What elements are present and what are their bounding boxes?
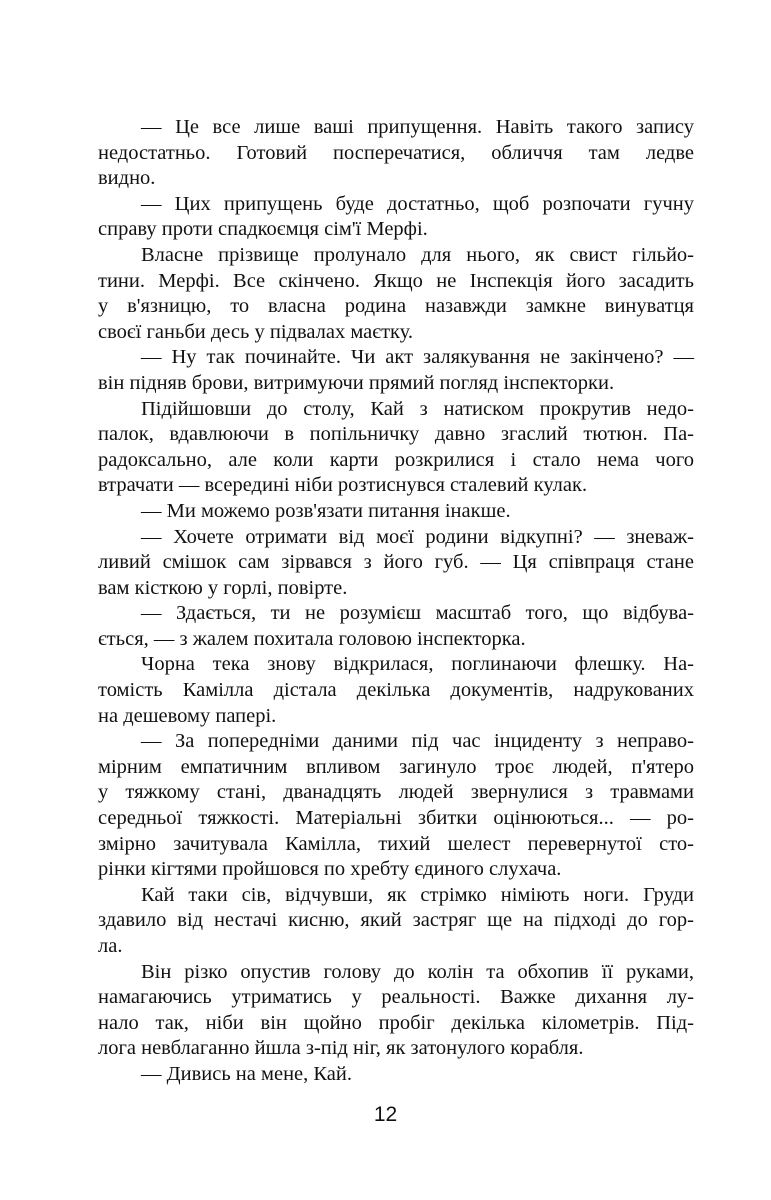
- text-line: намагаючись утриматись у реальності. Важке дихання лу-: [98, 986, 694, 1009]
- text-line: мірним емпатичним впливом загинуло троє людей, п'ятеро: [98, 755, 694, 778]
- text-line: — Хочете отримати від моєї родини відкупні? — зневаж-: [141, 525, 694, 548]
- text-line: — Цих припущень буде достатньо, щоб розпочати гучну: [141, 192, 694, 215]
- text-line: — За попередніми даними під час інциденту з неправо-: [141, 730, 694, 753]
- text-line: здавило від нестачі кисню, який застряг ще на підході до гор-: [98, 909, 694, 932]
- text-line: томість Камілла дістала декілька документів, надрукованих: [98, 679, 694, 702]
- text-line: у в'язницю, то власна родина назавжди замкне винуватця: [98, 295, 694, 318]
- text-line: на дешевому папері.: [98, 704, 277, 727]
- text-line: — Здається, ти не розумієш масштаб того, що відбува-: [141, 602, 694, 625]
- text-line: тини. Мерфі. Все скінчено. Якщо не Інспекція його засадить: [98, 269, 694, 292]
- text-line: змірно зачитувала Камілла, тихий шелест перевернутої сто-: [98, 832, 694, 855]
- text-line: радоксально, але коли карти розкрилися і стало нема чого: [98, 448, 694, 471]
- text-line: справу проти спадкоємця сім'ї Мерфі.: [98, 218, 428, 241]
- text-line: середньої тяжкості. Матеріальні збитки оцінюються... — ро-: [98, 807, 694, 830]
- text-line: — Ну так починайте. Чи акт залякування не закінчено? —: [141, 346, 694, 369]
- text-line: вам кісткою у горлі, повірте.: [98, 576, 348, 599]
- text-line: ла.: [98, 935, 123, 957]
- text-line: втрачати — всередині ніби розтиснувся сталевий кулак.: [98, 474, 588, 497]
- page-number: 12: [373, 1103, 398, 1126]
- text-line: видно.: [98, 167, 156, 190]
- text-line: своєї ганьби десь у підвалах маєтку.: [98, 320, 414, 343]
- text-line: нало так, ніби він щойно пробіг декілька кілометрів. Під-: [98, 1011, 694, 1034]
- text-line: Він різко опустив голову до колін та обхопив її руками,: [141, 960, 694, 983]
- text-line: палок, вдавлюючи в попільничку давно згаслий тютюн. Па-: [98, 423, 694, 446]
- text-line: у тяжкому стані, дванадцять людей звернулися з травмами: [98, 781, 694, 804]
- text-line: Чорна тека знову відкрилася, поглинаючи флешку. На-: [141, 653, 694, 676]
- text-line: ливий смішок сам зірвався з його губ. — Ця співпраця стане: [98, 551, 694, 574]
- text-line: він підняв брови, витримуючи прямий погляд інспекторки.: [98, 371, 615, 394]
- text-line: — Дивись на мене, Кай.: [141, 1062, 352, 1085]
- text-line: рінки кігтями пройшовся по хребту єдиного слухача.: [98, 858, 562, 881]
- text-line: лога невблаганно йшла з-під ніг, як затонулого корабля.: [98, 1037, 584, 1060]
- text-line: Кай таки сів, відчувши, як стрімко німіють ноги. Груди: [141, 883, 694, 906]
- text-line: — Ми можемо розв'язати питання інакше.: [141, 499, 511, 522]
- text-line: Власне прізвище пролунало для нього, як свист гільйо-: [141, 243, 694, 266]
- body-text: [98, 115, 694, 1088]
- text-line: Підійшовши до столу, Кай з натиском прокрутив недо-: [141, 397, 694, 420]
- text-line: недостатньо. Готовий посперечатися, обличчя там ледве: [98, 141, 694, 164]
- text-line: ється, — з жалем похитала головою інспекторка.: [98, 627, 526, 650]
- text-line: — Це все лише ваші припущення. Навіть такого запису: [141, 116, 694, 138]
